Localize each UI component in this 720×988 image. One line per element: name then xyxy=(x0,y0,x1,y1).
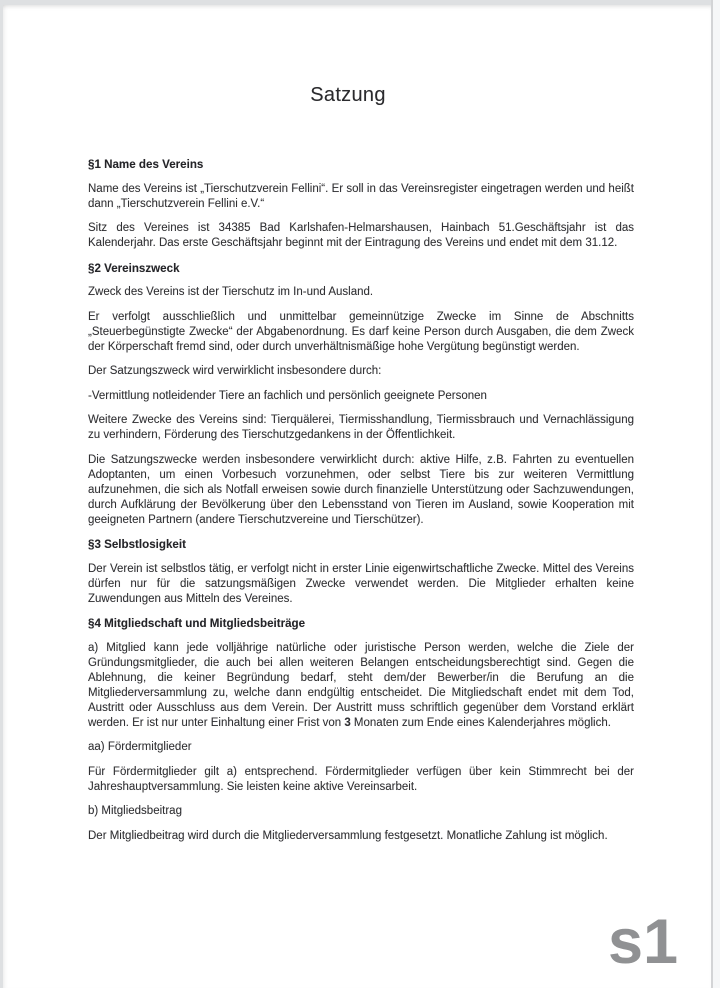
paragraph-text-bold: 3 xyxy=(344,716,351,729)
page-number-watermark: s1 xyxy=(608,907,679,977)
section-heading-par3: §3 Selbstlosigkeit xyxy=(88,538,186,551)
paragraph-satzungszwecke-detail: Die Satzungszwecke werden insbesondere verwirklicht durch: aktive Hilfe, z.B. Fahrten zu eventuellen Adoptanten, um einen Vorbesuch vorzunehmen, oder selbst Tiere bis zur weiteren Vermittlung aufzunehmen, die sich als Notfall erweisen sowie durch finanzielle Unterstützung oder Sachzuwendungen, durch Aufklärung der Bevölkerung über den Lebensstand von Tieren im Ausland, sowie Kooperation mit geeigneten Partnern (andere Tierschutzvereine und Tierschützer). xyxy=(88,453,634,526)
paragraph-sitz-verein: Sitz des Vereines ist 34385 Bad Karlshafen-Helmarshausen, Hainbach 51.Geschäftsjahr ist das Kalenderjahr. Das erste Geschäftsjahr beginnt mit der Eintragung des Vereins und endet mit dem 31.12. xyxy=(88,222,634,249)
section-heading-par4: §4 Mitgliedschaft und Mitgliedsbeiträge xyxy=(88,617,306,630)
paragraph-weitere-zwecke: Weitere Zwecke des Vereins sind: Tierquälerei, Tiermisshandlung, Tiermissbrauch und Vernachlässigung zu verhindern, Förderung des Tierschutzgedankens in der Öffentlichkeit. xyxy=(88,414,634,441)
paragraph-mitgliedschaft xyxy=(88,641,634,731)
paragraph-name-verein: Name des Vereins ist „Tierschutzverein Fellini“. Er soll in das Vereinsregister eingetragen werden und heißt dann „Tierschutzverein Fellini e.V.“ xyxy=(88,182,634,210)
paragraph-foerdermitglieder: Für Fördermitglieder gilt a) entsprechend. Fördermitglieder verfügen über kein Stimmrecht bei der Jahreshauptversammlung. Sie leisten keine aktive Vereinsarbeit. xyxy=(88,765,634,793)
paragraph-foerdermitglieder-label: aa) Fördermitglieder xyxy=(88,741,192,753)
paragraph-mitgliedsbeitrag-label: b) Mitgliedsbeitrag xyxy=(88,805,182,817)
section-heading-par1: §1 Name des Vereins xyxy=(88,158,204,171)
paragraph-vermittlung: -Vermittlung notleidender Tiere an fachlich und persönlich geeignete Personen xyxy=(88,389,487,402)
document-content xyxy=(88,83,634,853)
paragraph-text-before: a) Mitglied kann jede volljährige natürliche oder juristische Person werden, welche die Ziele der Gründungsmitglieder, die auch bei allen weiteren Belangen entscheidungsberechtigt sind. Gegen die Ablehnung, die keiner Begründung bedarf, steht dem/der Bewerber/in die Berufung an die Mitgliederversammlung zu, welche dann endgültig entscheidet. Die Mitgliedschaft endet mit dem Tod, Austritt oder Ausschluss aus dem Verein. Der Austritt muss schriftlich gegenüber dem Vorstand erklärt werden. Er ist nur unter Einhaltung einer Frist von xyxy=(88,641,634,729)
paragraph-selbstlos: Der Verein ist selbstlos tätig, er verfolgt nicht in erster Linie eigenwirtschaftliche Zwecke. Mittel des Vereins dürfen nur für die satzungsmäßigen Zwecke verwendet werden. Die Mitglieder erhalten keine Zuwendungen aus Mitteln des Vereines. xyxy=(88,562,634,605)
document-title: Satzung xyxy=(310,84,386,106)
page-edge-left xyxy=(0,0,3,988)
document-sheet xyxy=(3,5,711,988)
page-edge-right xyxy=(711,0,720,988)
paragraph-mitgliedsbeitrag: Der Mitgliedbeitrag wird durch die Mitgliederversammlung festgesetzt. Monatliche Zahlung ist möglich. xyxy=(88,829,608,842)
paragraph-zweck: Zweck des Vereins ist der Tierschutz im In-und Ausland. xyxy=(88,286,374,298)
paragraph-satzungszweck-intro: Der Satzungszweck wird verwirklicht insbesondere durch: xyxy=(88,365,382,377)
paragraph-gemeinnuetzig: Er verfolgt ausschließlich und unmittelbar gemeinnützige Zwecke im Sinne de Abschnitts „Steuerbegünstigte Zwecke“ der Abgabenordnung. Es darf keine Person durch Ausgaben, die dem Zweck der Körperschaft fremd sind, oder durch unverhältnismäßige hohe Vergütung begünstigt werden. xyxy=(88,310,634,353)
section-heading-par2: §2 Vereinszweck xyxy=(88,261,180,275)
page-edge-top xyxy=(0,0,720,5)
paragraph-text-after: Monaten zum Ende eines Kalenderjahres möglich. xyxy=(350,716,611,729)
